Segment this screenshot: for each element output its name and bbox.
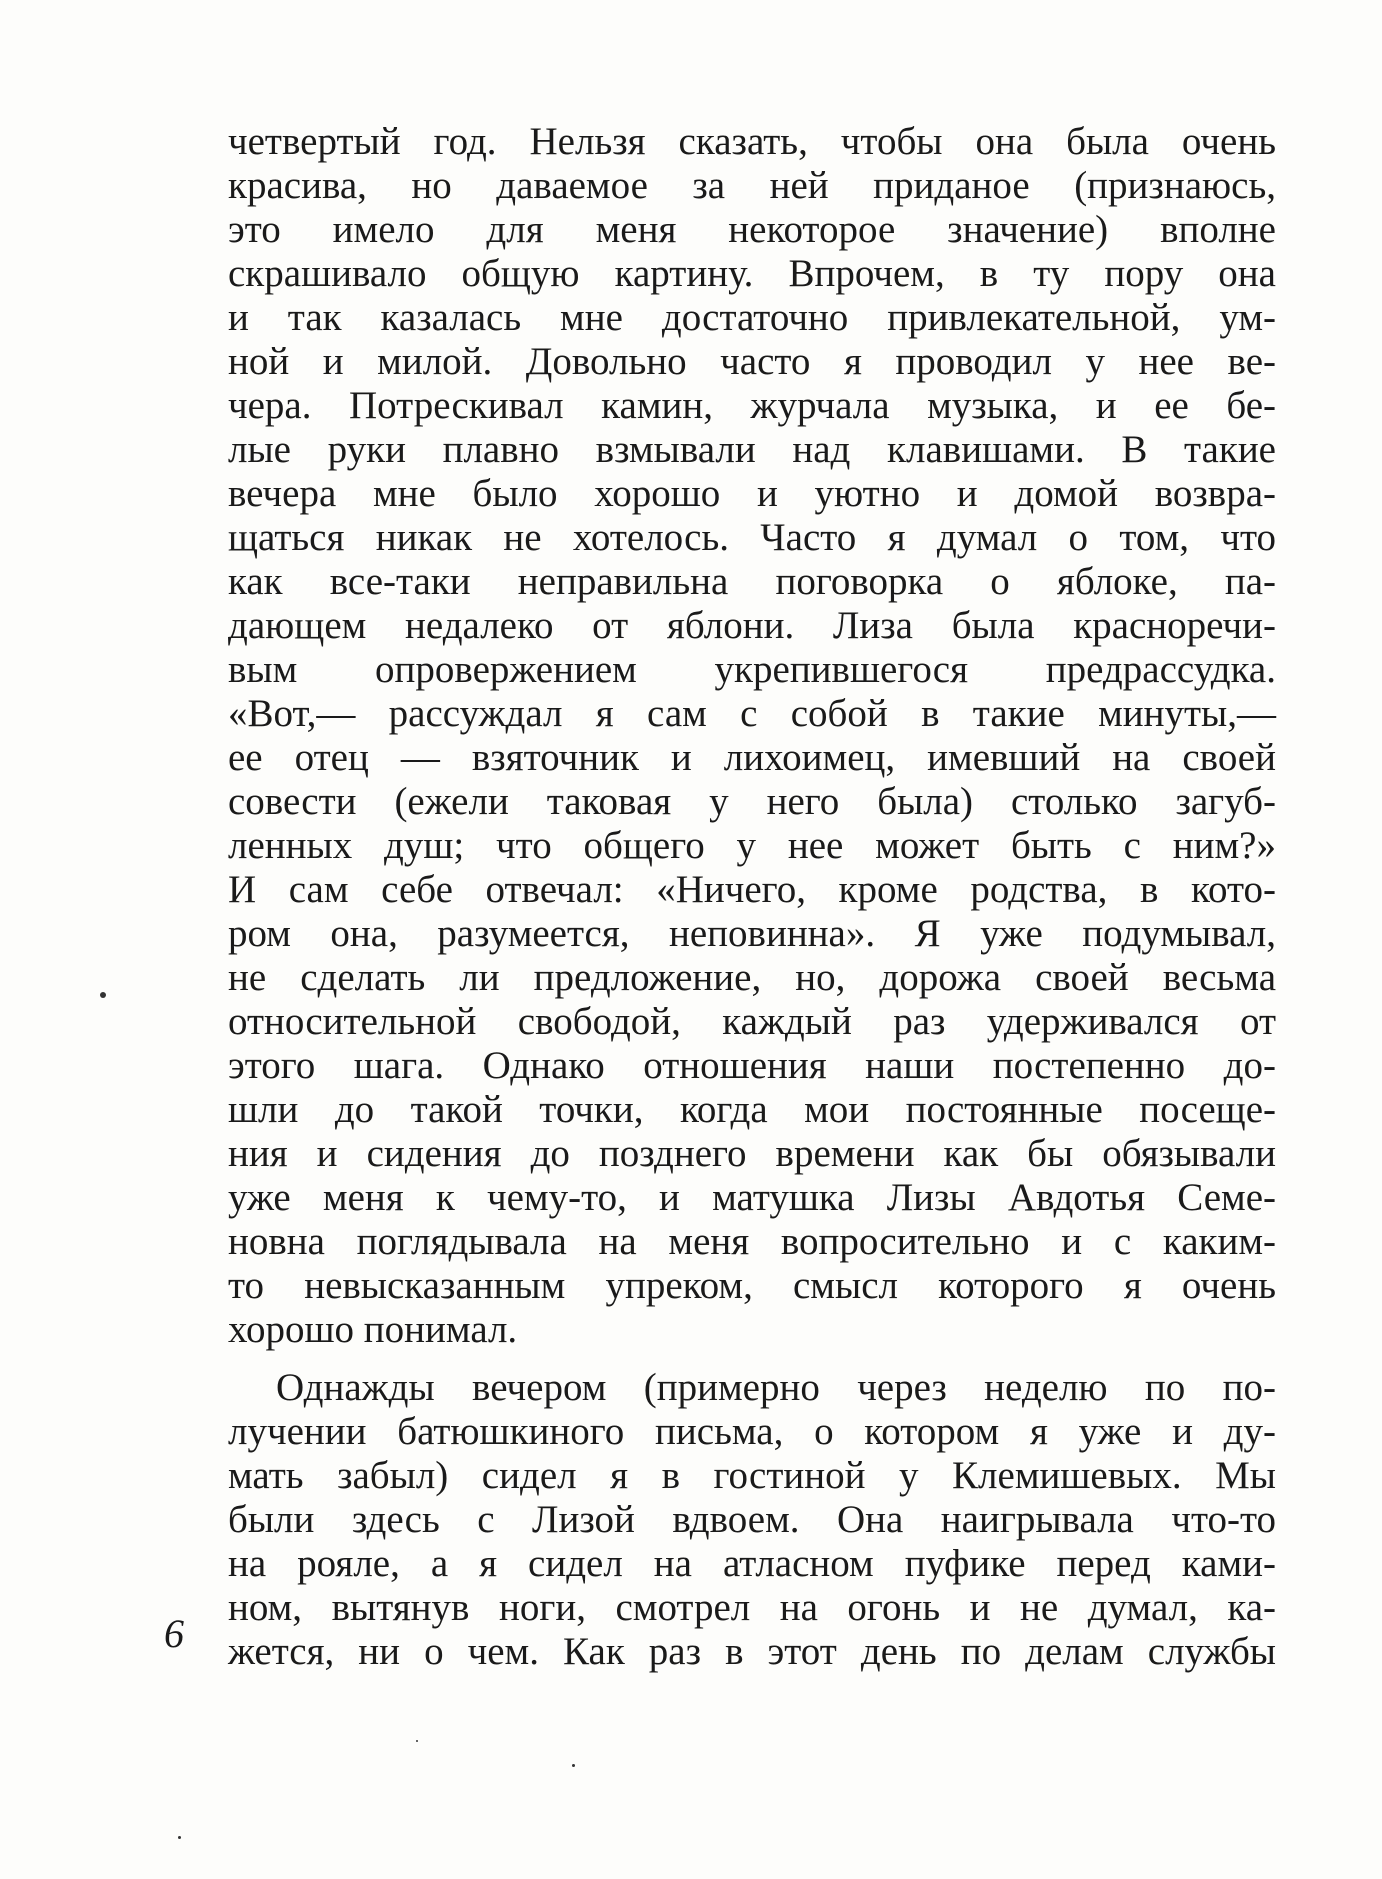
text-line: красива, но даваемое за ней приданое (признаюсь,	[228, 164, 1276, 207]
text-line: Однажды вечером (примерно через неделю по по-	[276, 1366, 1276, 1409]
text-line: чера. Потрескивал камин, журчала музыка, и ее бе-	[228, 384, 1276, 427]
text-line: скрашивало общую картину. Впрочем, в ту пору она	[228, 252, 1276, 295]
text-line: не сделать ли предложение, но, дорожа своей весьма	[228, 956, 1276, 999]
text-line: то невысказанным упреком, смысл которого я очень	[228, 1264, 1276, 1307]
text-line: ее отец — взяточник и лихоимец, имевший на своей	[228, 736, 1276, 779]
text-line: этого шага. Однако отношения наши постепенно до-	[228, 1044, 1276, 1087]
text-line: «Вот,— рассуждал я сам с собой в такие минуты,—	[228, 692, 1276, 735]
paragraph-gap	[228, 1352, 1276, 1366]
scan-speck	[416, 1740, 418, 1742]
text-line: относительной свободой, каждый раз удерживался от	[228, 1000, 1276, 1043]
paragraph-1	[228, 120, 1276, 1352]
text-line: ном, вытянув ноги, смотрел на огонь и не думал, ка-	[228, 1586, 1276, 1629]
text-line: были здесь с Лизой вдвоем. Она наигрывала что-то	[228, 1498, 1276, 1541]
paragraph-2	[228, 1366, 1276, 1674]
text-line: вечера мне было хорошо и уютно и домой возвра-	[228, 472, 1276, 515]
text-line: ром она, разумеется, неповинна». Я уже подумывал,	[228, 912, 1276, 955]
scan-speck	[572, 1764, 575, 1767]
text-line: на рояле, а я сидел на атласном пуфике перед ками-	[228, 1542, 1276, 1585]
text-line: шли до такой точки, когда мои постоянные посеще-	[228, 1088, 1276, 1131]
text-line: лучении батюшкиного письма, о котором я уже и ду-	[228, 1410, 1276, 1453]
text-line: щаться никак не хотелось. Часто я думал о том, что	[228, 516, 1276, 559]
body-text	[228, 120, 1276, 1674]
text-line: как все-таки неправильна поговорка о яблоке, па-	[228, 560, 1276, 603]
scan-speck	[100, 992, 106, 998]
text-line: это имело для меня некоторое значение) вполне	[228, 208, 1276, 251]
text-line: уже меня к чему-то, и матушка Лизы Авдотья Семе-	[228, 1176, 1276, 1219]
text-line: жется, ни о чем. Как раз в этот день по делам службы	[228, 1630, 1276, 1673]
text-line: И сам себе отвечал: «Ничего, кроме родства, в кото-	[228, 868, 1276, 911]
text-line: хорошо понимал.	[228, 1308, 518, 1351]
text-line: дающем недалеко от яблони. Лиза была красноречи-	[228, 604, 1276, 647]
text-line: новна поглядывала на меня вопросительно и с каким-	[228, 1220, 1276, 1263]
scan-speck	[178, 1836, 181, 1839]
text-line: совести (ежели таковая у него была) столько загуб-	[228, 780, 1276, 823]
text-line: ной и милой. Довольно часто я проводил у нее ве-	[228, 340, 1276, 383]
text-line: ленных душ; что общего у нее может быть с ним?»	[228, 824, 1276, 867]
text-line: мать забыл) сидел я в гостиной у Клемишевых. Мы	[228, 1454, 1276, 1497]
text-line: и так казалась мне достаточно привлекательной, ум-	[228, 296, 1276, 339]
text-line: лые руки плавно взмывали над клавишами. В такие	[228, 428, 1276, 471]
text-line: вым опровержением укрепившегося предрассудка.	[228, 648, 1276, 691]
text-line: ния и сидения до позднего времени как бы обязывали	[228, 1132, 1276, 1175]
text-line: четвертый год. Нельзя сказать, чтобы она была очень	[228, 120, 1276, 163]
page-number: 6	[164, 1611, 184, 1656]
